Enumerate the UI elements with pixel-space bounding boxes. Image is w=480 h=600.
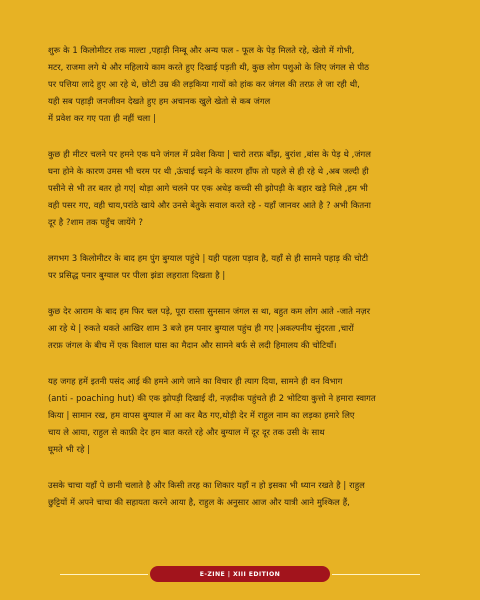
paragraph-1	[48, 42, 434, 127]
text-line: (anti - poaching hut) की एक झोपड़ी दिखाई दी, नज़दीक पहुंचते ही 2 भोटिया कुत्तो ने हमारा स्वागत	[48, 393, 376, 403]
edition-badge: E-ZINE | XIII EDITION	[150, 566, 330, 582]
text-line: पसीने से भी तर बतर हो गए| थोड़ा आगे चलने पर एक अधेड़ कच्ची सी झोपड़ी के बहार खड़े मिले ,हम भी	[48, 183, 368, 193]
text-line: पर प्रसिद्ध पनार बुग्याल पर पीला झंडा लहराता दिखता है |	[48, 270, 226, 280]
text-line: घना होने के कारण उमस भी चरम पर थी ,ऊंचाई चढ़ने के कारण हाँफ तो पहले से ही रहे थे ,अब जल्दी ही	[48, 166, 369, 176]
footer-divider-right	[332, 574, 420, 575]
footer-divider-left	[60, 574, 148, 575]
paragraph-3	[48, 250, 434, 284]
text-line: शुरू के 1 किलोमीटर तक माल्टा ,पहाड़ी निम्बू और अन्य फल - फूल के पेड़ मिलते रहे, खेतो में गोभी,	[48, 45, 355, 55]
paragraph-4	[48, 303, 434, 354]
text-line: कुछ ही मीटर चलने पर हमने एक घने जंगल में प्रवेश किया | चारो तरफ़ बाँझ, बुरांश ,बांस के पेड़ थे ,जंगल	[48, 149, 371, 159]
text-line: आ रहे थे | रुकते थकते आखिर शाम 3 बजे हम पनार बुग्याल पहुंच ही गए |अकल्पनीय सुंदरता ,चारों	[48, 323, 354, 333]
text-line: कुछ देर आराम के बाद हम फिर चल पड़े, पूरा रास्ता सुनसान जंगल स था, बहुत कम लोग आते -जाते नज़र	[48, 306, 371, 316]
text-line: लगभग 3 किलोमीटर के बाद हम पुंग बुग्याल पहुंचे | यही पहला पड़ाव है, यहाँ से ही सामने पहाड़ की चोटी	[48, 253, 369, 263]
article-body	[48, 42, 434, 530]
paragraph-2	[48, 146, 434, 231]
page-footer	[60, 566, 420, 582]
paragraph-6	[48, 477, 434, 511]
text-line: यही सब पहाड़ी जनजीवन देखते हुए हम अचानक खुले खेतो से कब जंगल	[48, 96, 271, 106]
text-line: उसके चाचा यहाँ पे छानी चलाते है और किसी तरह का शिकार यहाँ न हो इसका भी ध्यान रखते है | राहुल	[48, 480, 365, 490]
text-line: किया | सामान रख, हम वापस बुग्याल में आ कर बैठ गए,थोड़ी देर में राहुल नाम का लड़का हमारे लिए	[48, 410, 355, 420]
text-line: पर पत्तिया लादे हुए आ रहे थे, छोटी उम्र की लड़किया गायों को हांक कर जंगल की तरफ़ ले जा रही थी,	[48, 79, 360, 89]
text-line: में प्रवेश कर गए पता ही नहीं चला |	[48, 113, 156, 123]
text-line: मटर, राजमा लगे थे और महिलाये काम करते हुए दिखाई पड़ती थी, कुछ लोग पशुओ के लिए जंगल से पीठ	[48, 62, 370, 72]
text-line: यह जगह हमें इतनी पसंद आई की हमने आगे जाने का विचार ही त्याग दिया, सामने ही वन विभाग	[48, 376, 343, 386]
text-line: छुट्टियों में अपने चाचा की सहायता करने आया है, राहुल के अनुसार आज और यात्री आने मुश्किल हैं,	[48, 497, 350, 507]
text-line: वही पसर गए, वही चाय,परांठे खाये और उनसे बेतुके सवाल करते रहे - यहाँ जानवर आते है ? अभी कितना	[48, 200, 371, 210]
paragraph-5	[48, 373, 434, 458]
text-line: चाय ले आया, राहुल से काफ़ी देर हम बात करते रहे और बुग्याल में दूर दूर तक उसी के साथ	[48, 427, 325, 437]
text-line: तरफ़ जंगल के बीच में एक विशाल घास का मैदान और सामने बर्फ से लदी हिमालय की चोटियाँ।	[48, 340, 337, 350]
text-line: घूमते भी रहे |	[48, 444, 91, 454]
text-line: दूर है ?शाम तक पहुँच जायेंगे ?	[48, 217, 143, 227]
